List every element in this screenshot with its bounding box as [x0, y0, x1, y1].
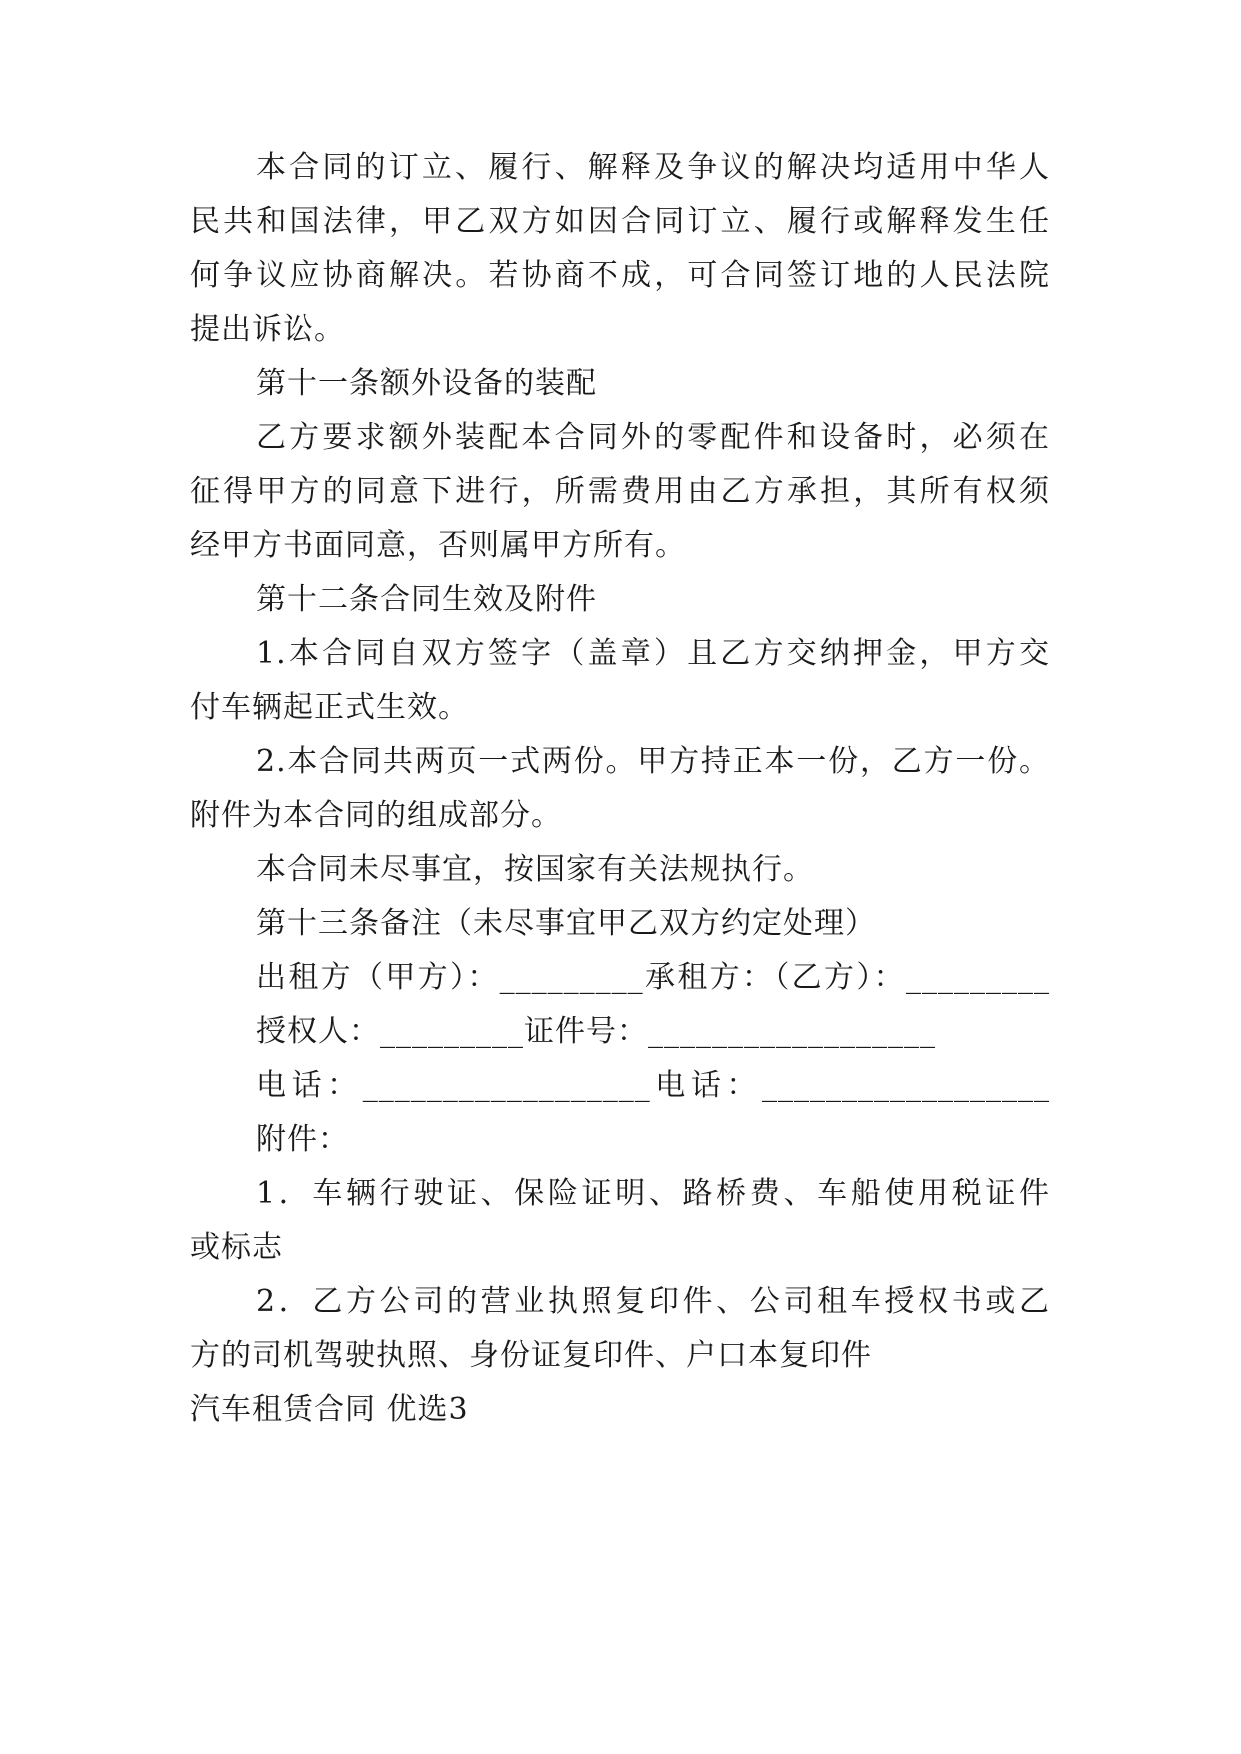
paragraph-line: 提出诉讼。: [190, 312, 345, 347]
paragraph-line: 附件为本合同的组成部分。: [190, 798, 562, 833]
paragraph-line: 付车辆起正式生效。: [190, 690, 469, 725]
attachment-item: 或标志: [190, 1230, 283, 1265]
signature-field-row: 授权人：_________证件号：__________________: [256, 1014, 936, 1049]
paragraph-line: 1.本合同自双方签字（盖章）且乙方交纳押金，甲方交: [256, 636, 1050, 671]
paragraph-line: 2.本合同共两页一式两份。甲方持正本一份，乙方一份。: [256, 744, 1050, 779]
article-heading: 第十三条备注（未尽事宜甲乙双方约定处理）: [256, 906, 876, 941]
paragraph-line: 民共和国法律，甲乙双方如因合同订立、履行或解释发生任: [190, 204, 1050, 239]
attachment-item: 2．乙方公司的营业执照复印件、公司租车授权书或乙: [256, 1284, 1050, 1319]
signature-field-row: 电话：__________________电话：__________________: [256, 1068, 1050, 1103]
document-title: 汽车租赁合同 优选3: [190, 1392, 469, 1427]
attachment-item: 1．车辆行驶证、保险证明、路桥费、车船使用税证件: [256, 1176, 1050, 1211]
paragraph-line: 征得甲方的同意下进行，所需费用由乙方承担，其所有权须: [190, 474, 1050, 509]
attachments-heading: 附件：: [256, 1122, 349, 1157]
article-heading: 第十二条合同生效及附件: [256, 582, 597, 617]
paragraph-line: 本合同的订立、履行、解释及争议的解决均适用中华人: [256, 150, 1050, 185]
attachment-item: 方的司机驾驶执照、身份证复印件、户口本复印件: [190, 1338, 872, 1373]
article-heading: 第十一条额外设备的装配: [256, 366, 597, 401]
paragraph-line: 本合同未尽事宜，按国家有关法规执行。: [256, 852, 814, 887]
paragraph-line: 经甲方书面同意，否则属甲方所有。: [190, 528, 686, 563]
signature-field-row: 出租方（甲方）：_________承租方：（乙方）：_________: [256, 960, 1050, 995]
paragraph-line: 乙方要求额外装配本合同外的零配件和设备时，必须在: [256, 420, 1050, 455]
paragraph-line: 何争议应协商解决。若协商不成，可合同签订地的人民法院: [190, 258, 1050, 293]
